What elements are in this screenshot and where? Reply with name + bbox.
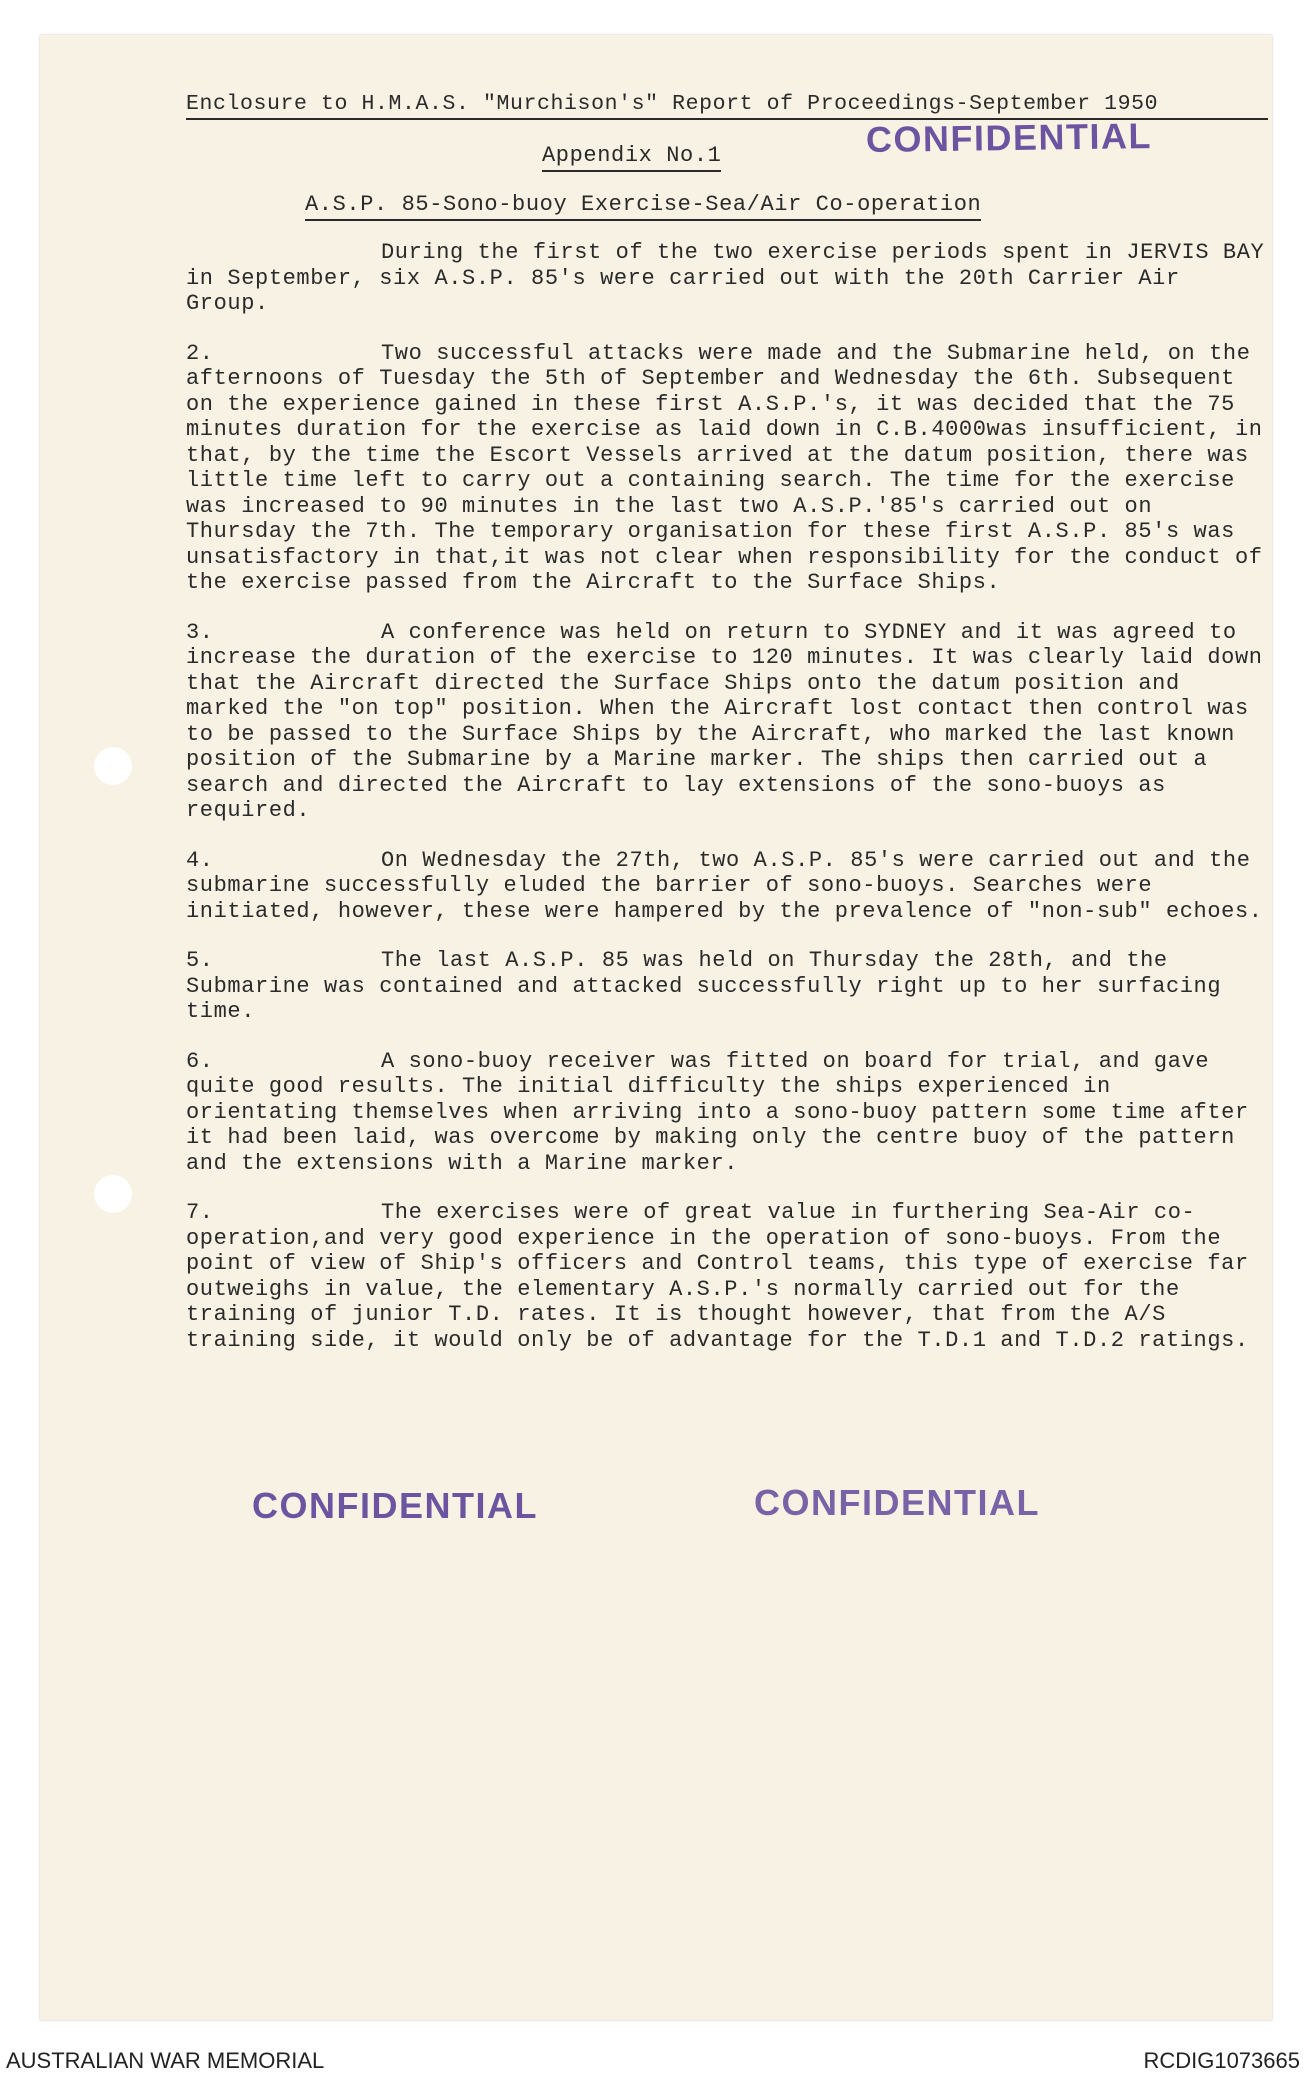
paragraph-4 xyxy=(186,848,1272,925)
paragraph-number: 5. xyxy=(186,948,214,973)
confidential-stamp-top: CONFIDENTIAL xyxy=(865,115,1153,160)
paragraph-6 xyxy=(186,1049,1272,1177)
paragraph-text: Two successful attacks were made and the Submarine held, on the afternoons of Tuesday the 5th of September and Wednesday the 6th. Subsequent on the experience gained in these first A.S.P.'s, it was decided that the 75 minutes duration for the exercise as laid down in C.B.4000was insufficient, in that, by the time the Escort Vessels arrived at the datum position, there was little time left to carry out a containing search. The time for the exercise was increased to 90 minutes in the last two A.S.P.'85's carried out on Thursday the 7th. The temporary organisation for these first A.S.P. 85's was unsatisfactory in that,it was not clear when responsibility for the conduct of the exercise passed from the Aircraft to the Surface Ships. xyxy=(186,340,1263,595)
document-title: A.S.P. 85-Sono-buoy Exercise-Sea/Air Co-operation xyxy=(305,192,981,221)
paragraph-1 xyxy=(186,240,1272,317)
paragraph-text: On Wednesday the 27th, two A.S.P. 85's were carried out and the submarine successfully eluded the barrier of sono-buoys. Searches were initiated, however, these were hampered by the prevalence of "non-sub" echoes. xyxy=(186,847,1263,924)
paragraph-5 xyxy=(186,948,1272,1025)
paragraph-number: 6. xyxy=(186,1048,214,1074)
paragraph-7 xyxy=(186,1200,1272,1353)
document-body xyxy=(186,240,1272,1377)
paragraph-number: 2. xyxy=(186,340,214,366)
confidential-stamp-bottom-right: CONFIDENTIAL xyxy=(754,1482,1040,1523)
paragraph-number: 3. xyxy=(186,619,214,645)
confidential-stamp-bottom-left: CONFIDENTIAL xyxy=(252,1485,538,1526)
footer-record-id: RCDIG1073665 xyxy=(1143,2048,1300,2073)
footer-source-label: AUSTRALIAN WAR MEMORIAL xyxy=(6,2048,325,2073)
punch-hole-lower xyxy=(94,1175,132,1213)
paragraph-text: The exercises were of great value in furthering Sea-Air co-operation,and very good experience in the operation of sono-buoys. From the point of view of Ship's officers and Control teams, this type of exercise far outweighs in value, the elementary A.S.P.'s normally carried out for the training of junior T.D. rates. It is thought however, that from the A/S training side, it would only be of advantage for the T.D.1 and T.D.2 ratings. xyxy=(186,1200,1249,1353)
enclosure-header: Enclosure to H.M.A.S. "Murchison's" Report of Proceedings-September 1950 xyxy=(186,92,1268,120)
paragraph-number: 7. xyxy=(186,1200,214,1225)
paragraph-text: A conference was held on return to SYDNEY and it was agreed to increase the duration of the exercise to 120 minutes. It was clearly laid down that the Aircraft directed the Surface Ships onto the datum position and marked the "on top" position. When the Aircraft lost contact then control was to be passed to the Surface Ships by the Aircraft, who marked the last known position of the Submarine by a Marine marker. The ships then carried out a search and directed the Aircraft to lay extensions of the sono-buoys as required. xyxy=(186,619,1263,823)
paragraph-text: The last A.S.P. 85 was held on Thursday the 28th, and the Submarine was contained and attacked successfully right up to her surfacing time. xyxy=(186,948,1222,1024)
paragraph-2 xyxy=(186,341,1272,596)
paragraph-text: A sono-buoy receiver was fitted on board for trial, and gave quite good results. The initial difficulty the ships experienced in orientating themselves when arriving into a sono-buoy pattern some time after it had been laid, was overcome by making only the centre buoy of the pattern and the extensions with a Marine marker. xyxy=(186,1048,1249,1176)
paragraph-text: During the first of the two exercise periods spent in JERVIS BAY in September, six A.S.P. 85's were carried out with the 20th Carrier Air Group. xyxy=(186,240,1265,316)
paragraph-3 xyxy=(186,620,1272,824)
paragraph-number: 4. xyxy=(186,847,214,873)
punch-hole-upper xyxy=(94,747,132,785)
appendix-label: Appendix No.1 xyxy=(542,143,721,172)
